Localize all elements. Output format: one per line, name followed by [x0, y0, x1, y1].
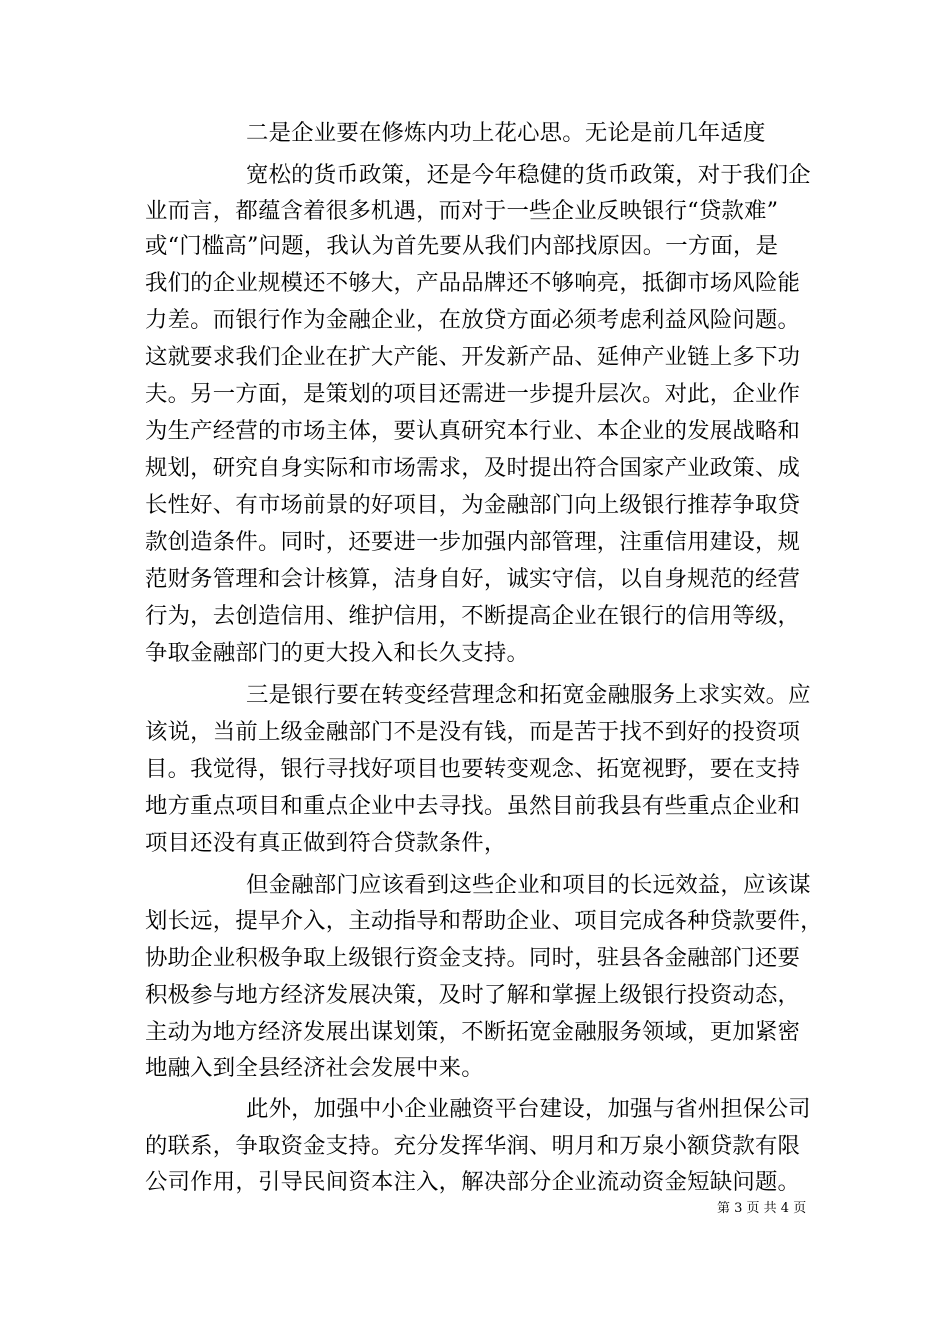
text-line: 款创造条件。同时，还要进一步加强内部管理，注重信用建设，规	[145, 529, 801, 555]
text-line: 地融入到全县经济社会发展中来。	[145, 1055, 484, 1081]
text-line: 该说，当前上级金融部门不是没有钱，而是苦于找不到好的投资项	[145, 719, 801, 745]
text-line: 我们的企业规模还不够大，产品品牌还不够响亮，抵御市场风险能	[145, 270, 801, 296]
text-line: 的联系，争取资金支持。充分发挥华润、明月和万泉小额贷款有限	[145, 1133, 801, 1159]
text-line: 积极参与地方经济发展决策，及时了解和掌握上级银行投资动态，	[145, 982, 801, 1008]
text-line: 为生产经营的市场主体，要认真研究本行业、本企业的发展战略和	[145, 418, 801, 444]
text-line: 项目还没有真正做到符合贷款条件，	[145, 830, 507, 856]
text-line: 此外，加强中小企业融资平台建设，加强与省州担保公司	[246, 1096, 811, 1122]
text-line: 长性好、有市场前景的好项目，为金融部门向上级银行推荐争取贷	[145, 492, 801, 518]
text-line: 划长远，提早介入，主动指导和帮助企业、项目完成各种贷款要件，	[145, 908, 823, 934]
text-line: 范财务管理和会计核算，洁身自好，诚实守信，以自身规范的经营	[145, 566, 801, 592]
text-line: 目。我觉得，银行寻找好项目也要转变观念、拓宽视野，要在支持	[145, 756, 801, 782]
text-line: 力差。而银行作为金融企业，在放贷方面必须考虑利益风险问题。	[145, 307, 801, 333]
text-line: 三是银行要在转变经营理念和拓宽金融服务上求实效。应	[246, 682, 811, 708]
text-line: 但金融部门应该看到这些企业和项目的长远效益，应该谋	[246, 872, 811, 898]
text-line: 行为，去创造信用、维护信用，不断提高企业在银行的信用等级，	[145, 603, 801, 629]
text-line: 地方重点项目和重点企业中去寻找。虽然目前我县有些重点企业和	[145, 793, 801, 819]
text-line: 主动为地方经济发展出谋划策，不断拓宽金融服务领域，更加紧密	[145, 1019, 801, 1045]
text-line: 二是企业要在修炼内功上花心思。无论是前几年适度	[246, 120, 766, 146]
text-line: 协助企业积极争取上级银行资金支持。同时，驻县各金融部门还要	[145, 945, 801, 971]
text-line: 或“门槛高”问题，我认为首先要从我们内部找原因。一方面，是	[145, 233, 779, 259]
text-line: 公司作用，引导民间资本注入，解决部分企业流动资金短缺问题。	[145, 1169, 801, 1195]
page-number-footer: 第 3 页 共 4 页	[717, 1201, 807, 1216]
text-line: 业而言，都蕴含着很多机遇，而对于一些企业反映银行“贷款难”	[145, 198, 779, 224]
text-line: 夫。另一方面，是策划的项目还需进一步提升层次。对此，企业作	[145, 381, 801, 407]
text-line: 这就要求我们企业在扩大产能、开发新产品、延伸产业链上多下功	[145, 344, 801, 370]
text-line: 宽松的货币政策，还是今年稳健的货币政策，对于我们企	[246, 162, 811, 188]
text-line: 规划，研究自身实际和市场需求，及时提出符合国家产业政策、成	[145, 455, 801, 481]
text-line: 争取金融部门的更大投入和长久支持。	[145, 640, 530, 666]
